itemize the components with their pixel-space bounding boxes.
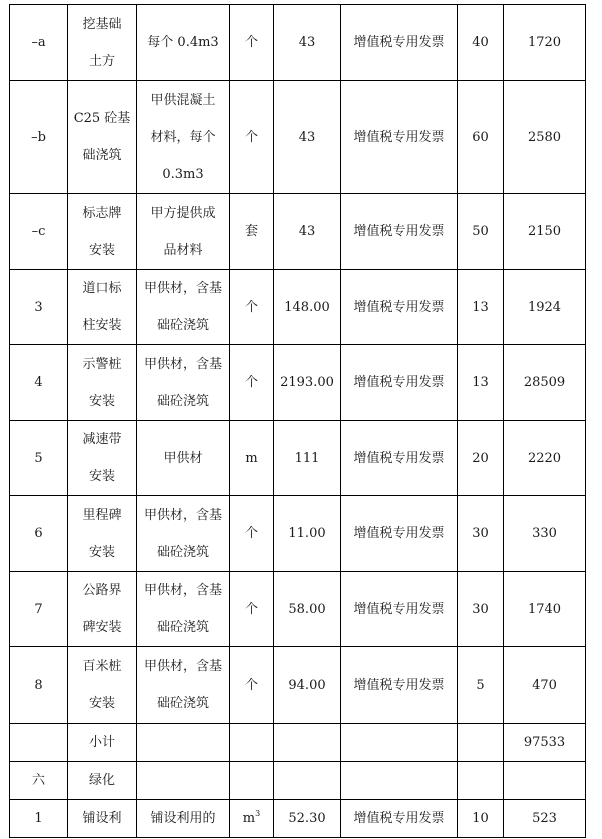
item-rate: 30 [458, 496, 504, 572]
item-index: –a [10, 5, 68, 81]
item-amount: 523 [504, 800, 586, 838]
item-name: 公路界 碑安装 [68, 572, 137, 647]
item-name: 百米桩 安装 [68, 647, 137, 724]
item-unit: 个 [230, 572, 274, 647]
item-name: C25 砼基 础浇筑 [68, 81, 137, 194]
item-name: 里程碑 安装 [68, 496, 137, 572]
item-rate: 50 [458, 194, 504, 270]
item-spec: 甲供材 [137, 421, 230, 496]
item-invoice: 增值税专用发票 [341, 5, 458, 81]
item-rate: 13 [458, 345, 504, 421]
item-unit: 个 [230, 5, 274, 81]
item-invoice: 增值税专用发票 [341, 81, 458, 194]
table-row [10, 194, 586, 270]
item-amount: 330 [504, 496, 586, 572]
item-index: 7 [10, 572, 68, 647]
item-unit: $m^3$ [230, 800, 274, 838]
table-row [10, 572, 586, 647]
item-amount: 470 [504, 647, 586, 724]
item-unit: 个 [230, 345, 274, 421]
item-unit: 套 [230, 194, 274, 270]
item-unit: 个 [230, 81, 274, 194]
item-index: 6 [10, 496, 68, 572]
item-unit: 个 [230, 270, 274, 345]
item-qty: 58.00 [274, 572, 341, 647]
item-rate: 30 [458, 572, 504, 647]
item-amount: 2580 [504, 81, 586, 194]
item-qty: 43 [274, 194, 341, 270]
subtotal-label: 小计 [68, 724, 137, 762]
item-spec: 甲方提供成 品材料 [137, 194, 230, 270]
cost-table [9, 4, 586, 838]
subtotal-amount: 97533 [504, 724, 586, 762]
item-spec: 甲供材，含基 础砼浇筑 [137, 270, 230, 345]
item-qty: 111 [274, 421, 341, 496]
item-qty: 43 [274, 5, 341, 81]
item-rate: 40 [458, 5, 504, 81]
section-index: 六 [10, 762, 68, 800]
table-row [10, 496, 586, 572]
item-rate: 20 [458, 421, 504, 496]
item-qty: 11.00 [274, 496, 341, 572]
table-row [10, 81, 586, 194]
item-qty: 94.00 [274, 647, 341, 724]
item-name: 减速带 安装 [68, 421, 137, 496]
item-amount: 1924 [504, 270, 586, 345]
item-spec: 甲供材，含基 础砼浇筑 [137, 345, 230, 421]
item-invoice: 增值税专用发票 [341, 270, 458, 345]
item-invoice: 增值税专用发票 [341, 572, 458, 647]
item-rate: 13 [458, 270, 504, 345]
item-spec: 甲供材，含基 础砼浇筑 [137, 647, 230, 724]
item-name: 挖基础 土方 [68, 5, 137, 81]
item-amount: 28509 [504, 345, 586, 421]
item-name: 标志牌 安装 [68, 194, 137, 270]
item-unit: 个 [230, 647, 274, 724]
subtotal-row [10, 724, 586, 762]
item-unit: 个 [230, 496, 274, 572]
item-rate: 10 [458, 800, 504, 838]
item-invoice: 增值税专用发票 [341, 194, 458, 270]
table-row [10, 800, 586, 838]
table-row [10, 647, 586, 724]
item-name: 示警桩 安装 [68, 345, 137, 421]
item-spec: 甲供材，含基 础砼浇筑 [137, 496, 230, 572]
item-index: –b [10, 81, 68, 194]
item-index: 8 [10, 647, 68, 724]
item-amount: 2220 [504, 421, 586, 496]
item-qty: 2193.00 [274, 345, 341, 421]
item-invoice: 增值税专用发票 [341, 800, 458, 838]
item-spec: 甲供混凝土 材料，每个 0.3m3 [137, 81, 230, 194]
section-row [10, 762, 586, 800]
table-row [10, 270, 586, 345]
item-spec: 铺设利用的 [137, 800, 230, 838]
item-invoice: 增值税专用发票 [341, 421, 458, 496]
item-index: 4 [10, 345, 68, 421]
item-invoice: 增值税专用发票 [341, 345, 458, 421]
item-spec: 每个 0.4m3 [137, 5, 230, 81]
item-amount: 1720 [504, 5, 586, 81]
item-index: 3 [10, 270, 68, 345]
section-name: 绿化 [68, 762, 137, 800]
item-unit: m [230, 421, 274, 496]
item-qty: 148.00 [274, 270, 341, 345]
item-index: 5 [10, 421, 68, 496]
item-index: 1 [10, 800, 68, 838]
table-row [10, 345, 586, 421]
item-invoice: 增值税专用发票 [341, 647, 458, 724]
item-invoice: 增值税专用发票 [341, 496, 458, 572]
item-index: –c [10, 194, 68, 270]
item-amount: 2150 [504, 194, 586, 270]
table-row [10, 421, 586, 496]
item-name: 道口标 柱安装 [68, 270, 137, 345]
item-amount: 1740 [504, 572, 586, 647]
table-row [10, 5, 586, 81]
item-name: 铺设利 [68, 800, 137, 838]
item-qty: 43 [274, 81, 341, 194]
item-qty: 52.30 [274, 800, 341, 838]
item-spec: 甲供材，含基 础砼浇筑 [137, 572, 230, 647]
item-rate: 5 [458, 647, 504, 724]
item-rate: 60 [458, 81, 504, 194]
